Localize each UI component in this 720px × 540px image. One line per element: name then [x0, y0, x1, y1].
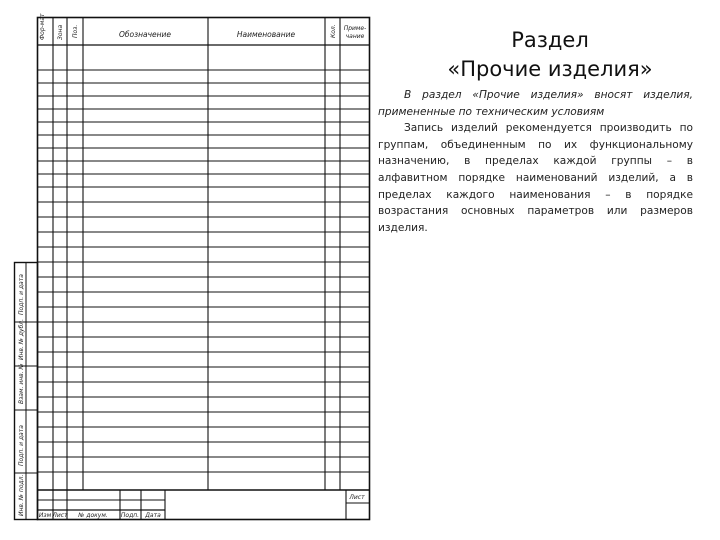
stamp-col-sheet: Лист: [52, 512, 68, 519]
section-title-line2: «Прочие изделия»: [447, 57, 653, 81]
stamp-col-doc-number: № докум.: [78, 512, 108, 519]
side-label-sign-date-top: Подп. и дата: [18, 274, 25, 315]
stamp-col-change: Изм: [38, 512, 52, 519]
header-quantity-label: Кол.: [330, 24, 337, 38]
section-heading: [400, 26, 700, 84]
stamp-sheet-label: Лист: [349, 494, 365, 501]
side-label-replace-inventory: Взам. инв. №: [18, 363, 25, 404]
section-body: [378, 87, 693, 236]
side-label-sign-date-bottom: Подп. и дата: [18, 425, 25, 466]
header-zone-label: Зона: [57, 24, 64, 40]
paragraph-intro: В раздел «Прочие изделия» вносят изделия, примененные по техническим условиям: [378, 89, 693, 118]
header-position-label: Поз.: [72, 24, 79, 38]
header-note-label-line1: Приме-: [343, 25, 367, 32]
header-name-label: Наименование: [236, 30, 296, 39]
stamp-col-date: Дата: [145, 512, 161, 519]
header-note-label-line2: чание: [345, 33, 365, 40]
side-label-dup-inventory: Инв. № дубл.: [18, 318, 25, 360]
paragraph-ordering-rules: Запись изделий рекомендуется производить по группам, объединенным по их функциональному назначению, в пределах каждой группы – в алфавитном порядке наименований изделий, а в пределах каждого наименования – в порядке возрастания основных параметров или размеров изделия.: [378, 122, 693, 234]
stamp-col-signature: Подп.: [120, 512, 140, 519]
form-frame: [15, 18, 370, 520]
side-label-original-inventory: Инв. № подл.: [18, 474, 25, 516]
header-designation-label: Обозначение: [118, 30, 172, 39]
section-title-line1: Раздел: [511, 28, 589, 52]
header-format-label: Фор-мат: [39, 13, 46, 40]
